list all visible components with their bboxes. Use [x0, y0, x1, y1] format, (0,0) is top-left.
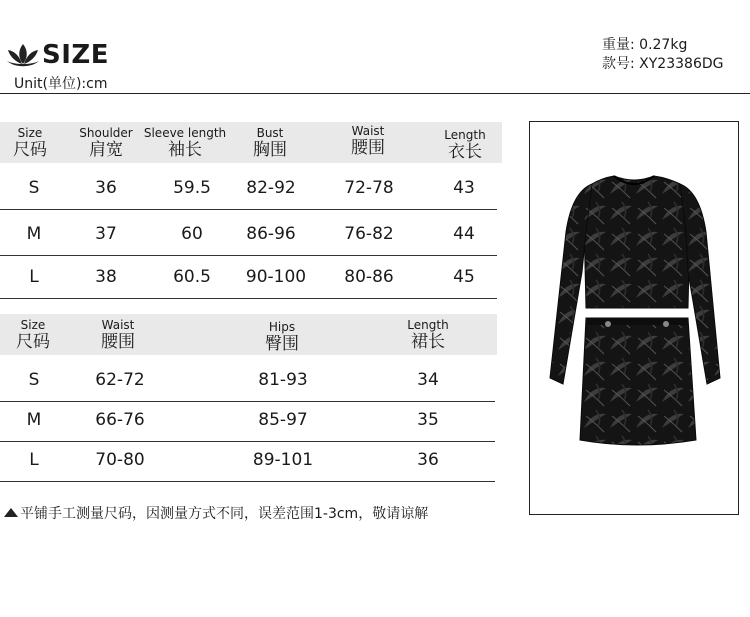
cell-hips: 89-101 [252, 450, 314, 470]
size-title: SIZE [42, 40, 110, 70]
row-divider [0, 481, 495, 482]
cell-waist: 66-76 [95, 410, 145, 430]
cell-hips: 81-93 [258, 370, 308, 390]
header-bust: Bust 胸围 [253, 126, 287, 160]
header-skirt-length: Length 裙长 [407, 318, 449, 352]
cell-waist: 76-82 [344, 224, 394, 244]
header-waist: Waist 腰围 [101, 318, 135, 352]
cell-sleeve: 60 [181, 224, 203, 244]
cell-hips: 85-97 [258, 410, 308, 430]
bottom-table-header [0, 314, 497, 355]
triangle-up-icon [4, 508, 18, 517]
cell-sleeve: 60.5 [173, 267, 211, 287]
cell-size: S [28, 370, 40, 390]
header-divider [0, 93, 750, 94]
header-waist: Waist 腰围 [351, 124, 385, 158]
weight-label: 重量: 0.27kg [602, 37, 688, 53]
header-hips: Hips 臀围 [265, 320, 299, 354]
cell-length: 34 [417, 370, 439, 390]
cell-size: M [26, 224, 42, 244]
header-sleeve-length: Sleeve length 袖长 [143, 126, 227, 160]
lotus-logo-icon [5, 42, 41, 68]
cell-shoulder: 37 [95, 224, 117, 244]
cell-sleeve: 59.5 [173, 178, 211, 198]
cell-size: S [28, 178, 40, 198]
row-divider [0, 298, 497, 299]
note-text: 平铺手工测量尺码，因测量方式不同，误差范围1-3cm，敬请谅解 [20, 506, 429, 522]
cell-length: 43 [453, 178, 475, 198]
cell-size: M [26, 410, 42, 430]
measurement-note [4, 503, 428, 523]
product-meta [602, 36, 723, 74]
cell-length: 35 [417, 410, 439, 430]
row-divider [0, 255, 497, 256]
cell-size: L [29, 267, 39, 287]
cell-shoulder: 36 [95, 178, 117, 198]
product-image [530, 122, 738, 514]
cell-size: L [29, 450, 39, 470]
mini-skirt-shape [580, 318, 696, 445]
header-length: Length 衣长 [444, 128, 486, 162]
cell-bust: 86-96 [246, 224, 296, 244]
top-table-header [0, 122, 502, 163]
header-size: Size 尺码 [13, 126, 47, 160]
cell-shoulder: 38 [95, 267, 117, 287]
row-divider [0, 441, 495, 442]
cell-length: 44 [453, 224, 475, 244]
cell-waist: 80-86 [344, 267, 394, 287]
cell-bust: 82-92 [246, 178, 296, 198]
product-image-frame [529, 121, 739, 515]
header-size: Size 尺码 [16, 318, 50, 352]
cell-length: 45 [453, 267, 475, 287]
header-shoulder: Shoulder 肩宽 [79, 126, 133, 160]
row-divider [0, 209, 497, 210]
cell-bust: 90-100 [245, 267, 307, 287]
unit-label: Unit(单位):cm [14, 76, 108, 92]
cell-waist: 62-72 [95, 370, 145, 390]
cell-waist: 70-80 [95, 450, 145, 470]
row-divider [0, 401, 495, 402]
cell-length: 36 [417, 450, 439, 470]
item-number-label: 款号: XY23386DG [602, 56, 724, 72]
cell-waist: 72-78 [344, 178, 394, 198]
